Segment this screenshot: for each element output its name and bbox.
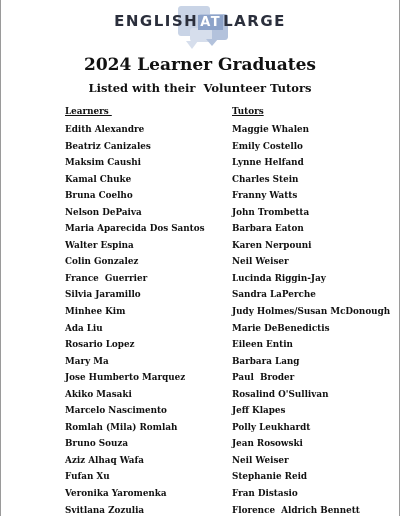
learner-name: Ada Liu: [65, 323, 103, 334]
logo-wordmark: [0, 12, 400, 30]
tutors-column: [232, 107, 390, 519]
learner-name: Walter Espina: [65, 240, 134, 251]
learner-name: Colin Gonzalez: [65, 257, 139, 268]
tutor-name: Marie DeBenedictis: [232, 323, 330, 334]
tutor-name: Barbara Eaton: [232, 224, 304, 235]
learner-name: Jose Humberto Marquez: [65, 373, 186, 384]
learner-name: Fufan Xu: [65, 472, 110, 483]
tutor-name: Maggie Whalen: [232, 125, 310, 135]
tutor-name: Judy Holmes/Susan McDonough: [232, 307, 391, 318]
tutor-name: Rosalind O'Sullivan: [232, 389, 329, 400]
speech-bubble-tail-icon: [186, 41, 198, 49]
learners-header: Learners: [65, 107, 112, 117]
learner-name: Svitlana Zozulia: [65, 505, 145, 516]
learner-name: Maksim Caushi: [65, 158, 141, 169]
learner-name: Nelson DePaiva: [65, 207, 142, 218]
learner-name: France Guerrier: [65, 273, 148, 284]
tutor-name: Fran Distasio: [232, 489, 298, 500]
tutor-name: Paul Broder: [232, 373, 295, 384]
tutor-name: Jean Rosowski: [232, 439, 303, 450]
learner-name: Bruna Coelho: [65, 191, 133, 202]
tutor-name: John Trombetta: [232, 207, 310, 218]
tutors-header: Tutors: [232, 107, 264, 117]
tutor-name: Lynne Helfand: [232, 158, 304, 169]
tutor-name: Jeff Klapes: [232, 406, 286, 417]
learner-name: Marcelo Nascimento: [65, 406, 167, 417]
tutor-name: Lucinda Riggin-Jay: [232, 273, 326, 284]
tutor-name: Emily Costello: [232, 141, 303, 152]
tutor-name: Eileen Entin: [232, 340, 293, 351]
speech-bubble-tail-icon: [206, 39, 218, 46]
tutor-name: Neil Weiser: [232, 455, 289, 466]
learner-name: Silvia Jaramillo: [65, 290, 141, 301]
learner-name: Aziz Alhaq Wafa: [65, 455, 144, 466]
learner-name: Bruno Souza: [65, 439, 129, 450]
learner-name: Kamal Chuke: [65, 174, 132, 185]
learner-name: Maria Aparecida Dos Santos: [65, 224, 205, 235]
learner-name: Edith Alexandre: [65, 125, 145, 135]
learner-name: Rosario Lopez: [65, 340, 135, 351]
english-at-large-logo: [0, 4, 400, 48]
learners-list: [65, 122, 205, 519]
tutor-name: Barbara Lang: [232, 356, 300, 367]
learner-name: Romlah (Mila) Romlah: [65, 422, 178, 433]
tutors-list: [232, 122, 390, 519]
learner-name: Minhee Kim: [65, 307, 126, 318]
page-subtitle: Listed with their Volunteer Tutors: [88, 81, 312, 95]
tutor-name: Franny Watts: [232, 191, 298, 202]
tutor-name: Florence Aldrich Bennett: [232, 505, 360, 516]
logo-word-english: ENGLISH: [114, 12, 199, 30]
logo-word-large: LARGE: [223, 12, 286, 30]
tutor-name: Karen Nerpouni: [232, 240, 312, 251]
learner-name: Mary Ma: [65, 356, 109, 367]
tutor-name: Polly Leukhardt: [232, 422, 311, 433]
learner-name: Veronika Yaromenka: [65, 489, 167, 500]
learner-name: Akiko Masaki: [65, 389, 132, 400]
tutor-name: Stephanie Reid: [232, 472, 308, 483]
learner-name: Beatriz Canizales: [65, 141, 151, 152]
learners-column: [65, 107, 205, 519]
tutor-name: Charles Stein: [232, 174, 299, 185]
tutor-name: Sandra LaPerche: [232, 290, 316, 301]
tutor-name: Neil Weiser: [232, 257, 289, 268]
logo-word-at: AT: [200, 15, 222, 30]
page-title: 2024 Learner Graduates: [83, 55, 316, 75]
